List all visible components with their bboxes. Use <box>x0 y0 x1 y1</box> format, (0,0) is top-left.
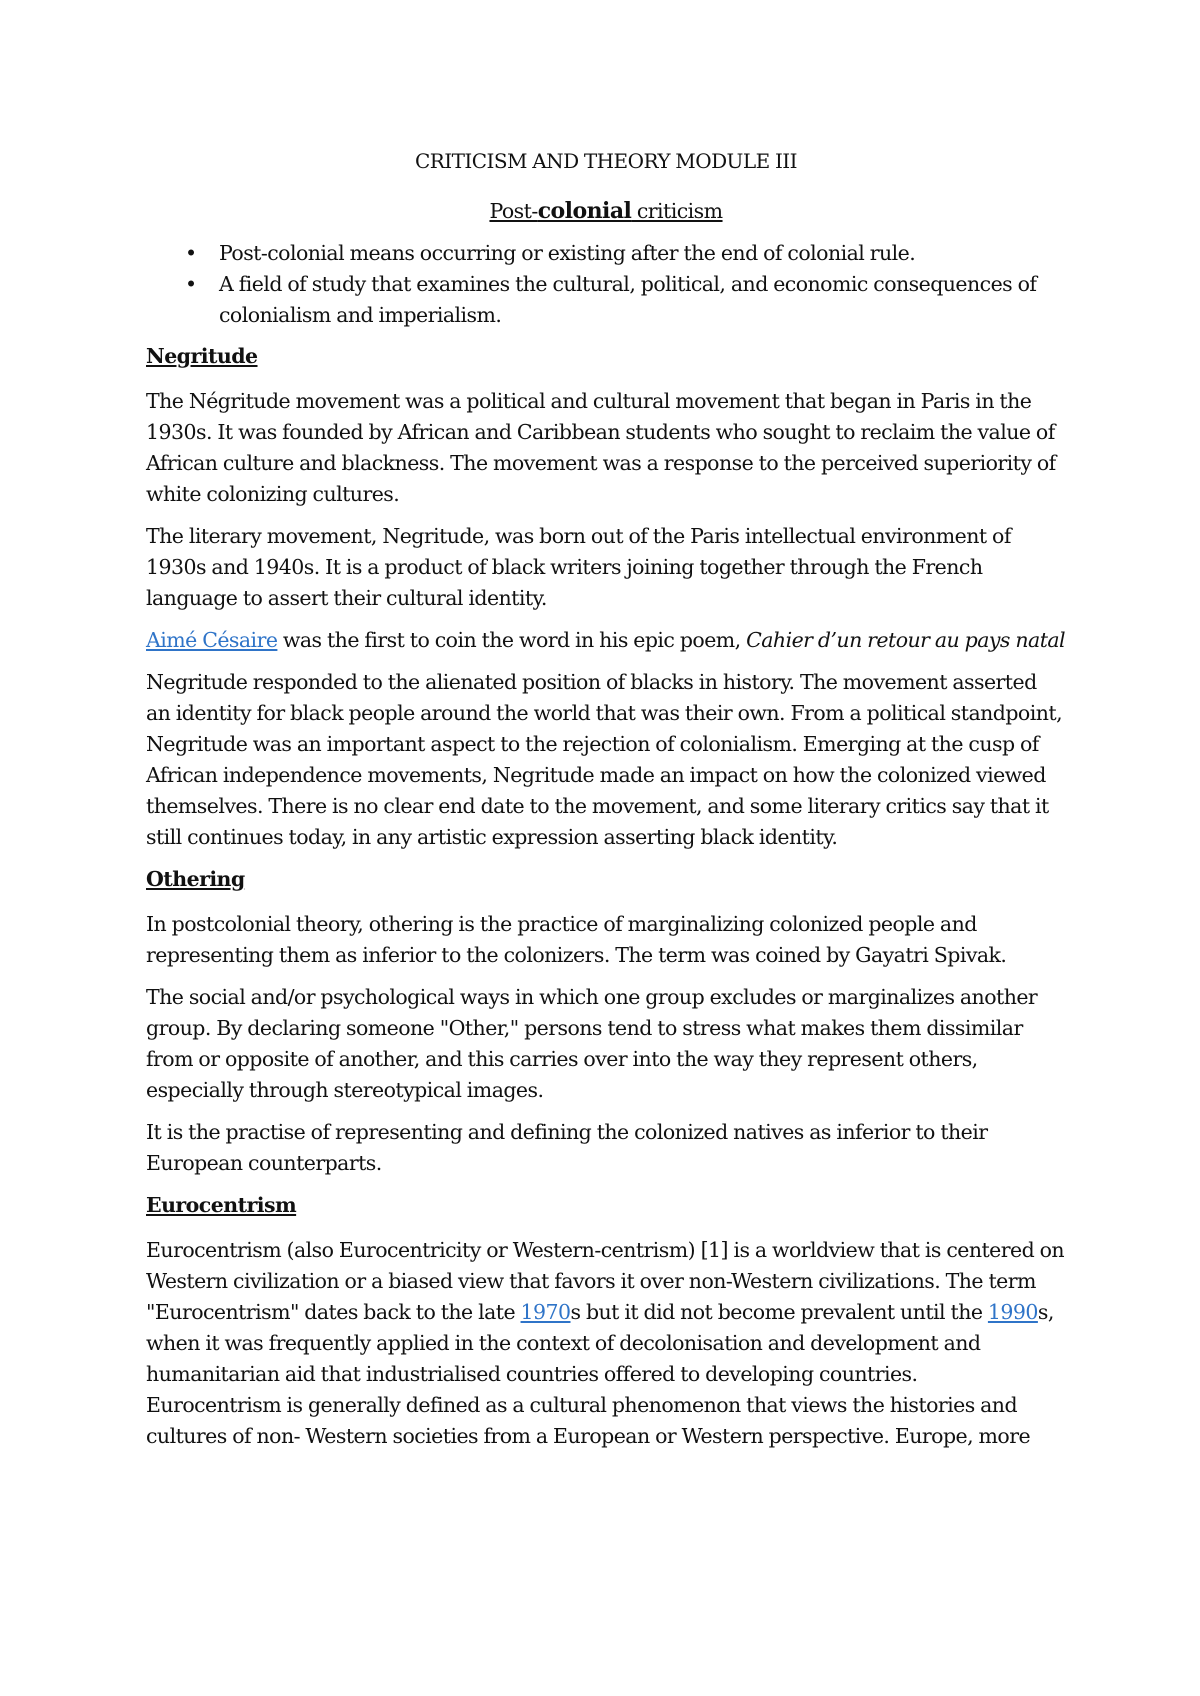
negritude-paragraph-3 <box>146 625 1066 656</box>
list-item-text: A field of study that examines the cultural, political, and economic consequences of colonialism and imperialism. <box>219 272 1037 327</box>
eurocentrism-text-a: Eurocentrism (also Eurocentricity or Western-centrism) [1] is a worldview that is centered on Western civilization or a biased view that favors it over non-Western civilizations. The term "Eurocentrism" dates back to the late <box>146 1238 1065 1324</box>
bullet-icon: • <box>185 241 197 265</box>
link-1990[interactable]: 1990 <box>987 1300 1038 1324</box>
heading-negritude: Negritude <box>146 344 258 368</box>
list-item <box>146 269 1066 331</box>
negritude-paragraph-2: The literary movement, Negritude, was born out of the Paris intellectual environment of 1930s and 1940s. It is a product of black writers joining together through the French language to assert their cultural identity. <box>146 524 1011 610</box>
othering-paragraph-1: In postcolonial theory, othering is the practice of marginalizing colonized people and representing them as inferior to the colonizers. The term was coined by Gayatri Spivak. <box>146 912 1007 967</box>
eurocentrism-text-c: s, when it was frequently applied in the context of decolonisation and development and humanitarian aid that industrialised countries offered to developing countries. <box>146 1300 1054 1386</box>
negritude-paragraph-1: The Négritude movement was a political and cultural movement that began in Paris in the 1930s. It was founded by African and Caribbean students who sought to reclaim the value of African culture and blackness. The movement was a response to the perceived superiority of white colonizing cultures. <box>146 389 1056 506</box>
heading-eurocentrism: Eurocentrism <box>146 1193 297 1217</box>
section-subtitle <box>146 196 1066 227</box>
document-page <box>146 146 1066 1452</box>
subtitle-part-colonial: colonial <box>537 198 632 224</box>
heading-othering: Othering <box>146 867 245 891</box>
eurocentrism-paragraph-1 <box>146 1235 1066 1390</box>
list-item <box>146 238 1066 269</box>
bullet-icon: • <box>185 272 197 296</box>
page-title: CRITICISM AND THEORY MODULE III <box>414 149 797 173</box>
subtitle-part-post: Post- <box>489 199 538 223</box>
poem-title: Cahier d’un retour au pays natal <box>746 628 1066 652</box>
negritude-paragraph-3-text: was the first to coin the word in his epic poem, <box>277 628 747 652</box>
othering-paragraph-2: The social and/or psychological ways in which one group excludes or marginalizes another group. By declaring someone "Other," persons tend to stress what makes them dissimilar from or opposite of another, and this carries over into the way they represent others, especially through stereotypical images. <box>146 985 1038 1102</box>
definition-list <box>146 238 1066 331</box>
eurocentrism-paragraph-2: Eurocentrism is generally defined as a cultural phenomenon that views the histories and cultures of non- Western societies from a European or Western perspective. Europe, more <box>146 1393 1031 1448</box>
list-item-text: Post-colonial means occurring or existing after the end of colonial rule. <box>219 241 916 265</box>
othering-paragraph-3: It is the practise of representing and defining the colonized natives as inferior to their European counterparts. <box>146 1120 988 1175</box>
eurocentrism-text-b: s but it did not become prevalent until the <box>570 1300 988 1324</box>
subtitle-part-criticism: criticism <box>631 199 723 223</box>
negritude-paragraph-4: Negritude responded to the alienated position of blacks in history. The movement asserted an identity for black people around the world that was their own. From a political standpoint, Negritude was an important aspect to the rejection of colonialism. Emerging at the cusp of African independence movements, Negritude made an impact on how the colonized viewed themselves. There is no clear end date to the movement, and some literary critics say that it still continues today, in any artistic expression asserting black identity. <box>146 670 1063 849</box>
aime-cesaire-link[interactable]: Aimé Césaire <box>146 628 278 652</box>
link-1970[interactable]: 1970 <box>520 1300 571 1324</box>
